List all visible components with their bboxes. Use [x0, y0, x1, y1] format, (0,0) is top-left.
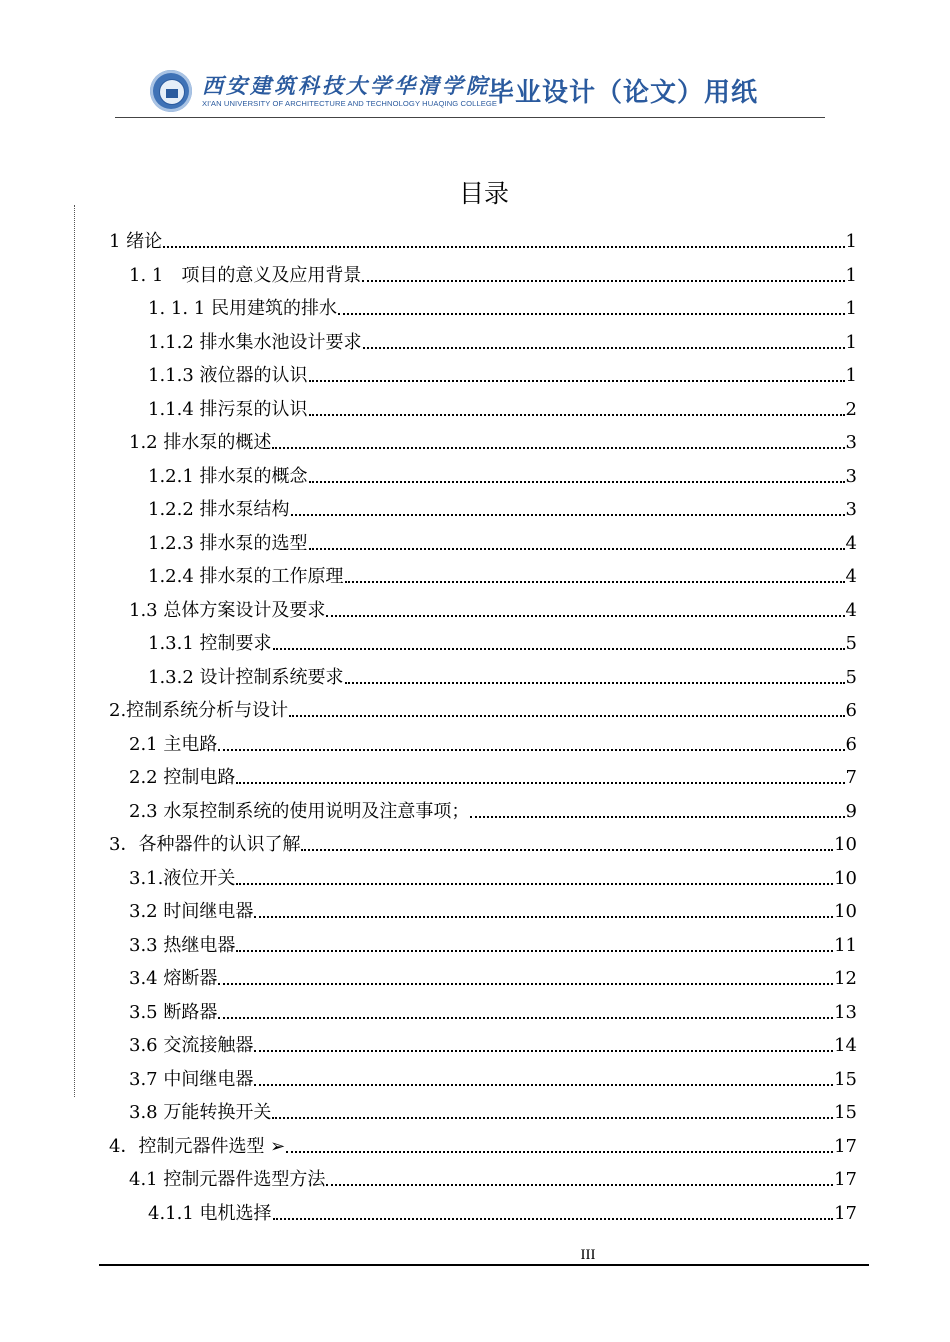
toc-dot-leader: [470, 815, 844, 818]
toc-entry-label: 1.2.4 排水泵的工作原理: [148, 566, 344, 587]
toc-entry[interactable]: [148, 391, 857, 421]
toc-entry[interactable]: [129, 424, 857, 454]
toc-entry-label: 1.3.2 设计控制系统要求: [148, 666, 344, 688]
toc-dot-leader: [326, 1183, 833, 1186]
toc-entry-label: 2.控制系统分析与设计: [109, 700, 289, 721]
toc-dot-leader: [286, 1150, 833, 1153]
toc-dot-leader: [345, 681, 845, 684]
toc-entry-page: 2: [845, 398, 857, 420]
toc-dot-leader: [291, 513, 845, 516]
binding-margin-line: [74, 205, 75, 1097]
toc-entry[interactable]: [148, 558, 857, 588]
toc-entry[interactable]: [129, 759, 857, 789]
toc-dot-leader: [345, 580, 845, 583]
toc-entry-label: 2.2 控制电路: [129, 767, 236, 788]
toc-entry-label: 3.2 时间继电器: [129, 901, 254, 922]
toc-entry[interactable]: [129, 860, 857, 890]
toc-entry-label: 4．控制元器件选型 ➢: [109, 1135, 286, 1157]
toc-entry[interactable]: [148, 491, 857, 521]
toc-entry-page: 1: [845, 331, 857, 353]
toc-entry-label: 4.1 控制元器件选型方法: [129, 1169, 326, 1190]
toc-dot-leader: [236, 949, 833, 952]
toc-entry-page: 1: [845, 365, 857, 386]
footer-divider: [99, 1264, 869, 1266]
toc-entry-page: 7: [845, 767, 857, 788]
toc-dot-leader: [273, 647, 845, 650]
toc-entry[interactable]: [109, 1128, 857, 1158]
toc-entry[interactable]: [148, 525, 857, 555]
toc-entry-page: 1: [845, 264, 857, 286]
toc-entry-page: 17: [834, 1169, 857, 1190]
toc-dot-leader: [309, 480, 845, 483]
toc-dot-leader: [326, 614, 844, 617]
toc-entry-page: 17: [834, 1135, 857, 1157]
toc-entry-page: 10: [834, 867, 857, 889]
toc-dot-leader: [301, 848, 833, 851]
toc-entry[interactable]: [129, 994, 857, 1024]
toc-entry-label: 2.1 主电路: [129, 733, 218, 755]
school-name-en: XI'AN UNIVERSITY OF ARCHITECTURE AND TECHNOLOGY HUAQING COLLEGE: [202, 99, 498, 108]
toc-entry-page: 15: [834, 1102, 857, 1123]
toc-entry-label: 3.6 交流接触器: [129, 1035, 254, 1056]
toc-entry[interactable]: [148, 290, 857, 320]
toc-entry-page: 3: [845, 499, 857, 520]
toc-entry-label: 1.2.3 排水泵的选型: [148, 532, 308, 554]
toc-entry[interactable]: [129, 960, 857, 990]
toc-dot-leader: [254, 915, 833, 918]
toc-entry[interactable]: [148, 458, 857, 488]
toc-entry-label: 3.4 熔断器: [129, 968, 218, 989]
toc-entry[interactable]: [129, 726, 857, 756]
toc-entry-page: 1: [845, 231, 857, 252]
toc-entry-label: 1. 1 项目的意义及应用背景: [129, 264, 362, 286]
toc-entry[interactable]: [129, 1061, 857, 1091]
toc-entry-label: 1 绪论: [109, 231, 163, 252]
toc-dot-leader: [309, 547, 845, 550]
toc-entry-page: 3: [845, 465, 857, 487]
toc-entry-label: 3.7 中间继电器: [129, 1068, 254, 1090]
toc-entry[interactable]: [129, 257, 857, 287]
toc-entry-label: 1.1.2 排水集水池设计要求: [148, 331, 362, 353]
toc-entry-label: 1.2 排水泵的概述: [129, 432, 272, 453]
toc-entry[interactable]: [129, 1027, 857, 1057]
toc-dot-leader: [254, 1083, 833, 1086]
toc-entry-page: 6: [845, 733, 857, 755]
toc-entry-label: 3．各种器件的认识了解: [109, 834, 301, 855]
toc-entry-page: 9: [845, 800, 857, 822]
toc-entry[interactable]: [129, 592, 857, 622]
toc-entry[interactable]: [129, 793, 857, 823]
toc-entry-label: 2.3 水泵控制系统的使用说明及注意事项；: [129, 800, 470, 822]
toc-entry-label: 3.1.液位开关: [129, 867, 236, 889]
toc-dot-leader: [338, 312, 845, 315]
toc-entry[interactable]: [148, 1195, 857, 1225]
toc-entry-page: 17: [834, 1202, 857, 1224]
toc-dot-leader: [236, 781, 844, 784]
toc-dot-leader: [163, 245, 844, 248]
toc-dot-leader: [272, 446, 844, 449]
toc-dot-leader: [218, 982, 833, 985]
toc-entry-label: 3.8 万能转换开关: [129, 1102, 272, 1123]
toc-entry-label: 1.2.2 排水泵结构: [148, 499, 290, 520]
toc-entry[interactable]: [109, 826, 857, 856]
toc-entry-label: 1. 1. 1 民用建筑的排水: [148, 298, 337, 319]
toc-dot-leader: [362, 279, 844, 282]
toc-entry-page: 12: [834, 968, 857, 989]
toc-entry-page: 13: [834, 1001, 857, 1023]
page-header: [150, 68, 800, 114]
toc-entry-page: 1: [845, 298, 857, 319]
toc-entry-page: 3: [845, 432, 857, 453]
toc-entry-page: 10: [834, 901, 857, 922]
toc-entry-label: 3.5 断路器: [129, 1001, 218, 1023]
toc-entry-page: 5: [845, 666, 857, 688]
toc-entry-page: 6: [845, 700, 857, 721]
toc-entry[interactable]: [109, 223, 857, 253]
toc-entry-page: 11: [834, 934, 857, 956]
toc-entry-label: 1.1.4 排污泵的认识: [148, 398, 308, 420]
toc-entry-page: 14: [834, 1035, 857, 1056]
toc-entry[interactable]: [148, 625, 857, 655]
toc-entry-page: 4: [845, 566, 857, 587]
toc-entry-label: 1.3 总体方案设计及要求: [129, 599, 326, 621]
toc-entry-label: 4.1.1 电机选择: [148, 1202, 272, 1224]
toc-entry-label: 3.3 热继电器: [129, 934, 236, 956]
toc-dot-leader: [236, 882, 833, 885]
toc-title: 目录: [458, 179, 509, 208]
toc-dot-leader: [273, 1217, 834, 1220]
toc-entry-label: 1.3.1 控制要求: [148, 633, 272, 654]
paper-title: 毕业设计（论文）用纸: [488, 78, 759, 108]
toc-entry[interactable]: [109, 692, 857, 722]
toc-entry[interactable]: [129, 1161, 857, 1191]
toc-entry[interactable]: [148, 659, 857, 689]
toc-dot-leader: [363, 346, 845, 349]
toc-entry-page: 15: [834, 1068, 857, 1090]
toc-entry[interactable]: [148, 324, 857, 354]
toc-entry[interactable]: [148, 357, 857, 387]
footer-page-number: III: [580, 1247, 596, 1263]
header-divider: [115, 117, 825, 118]
toc-entry-page: 4: [845, 532, 857, 554]
university-seal-icon: [150, 70, 192, 112]
toc-dot-leader: [272, 1116, 833, 1119]
toc-entry[interactable]: [129, 893, 857, 923]
toc-entry-label: 1.1.3 液位器的认识: [148, 365, 308, 386]
toc-entry-page: 5: [845, 633, 857, 654]
toc-entry[interactable]: [129, 927, 857, 957]
school-name-cn: 西安建筑科技大学华清学院: [202, 73, 490, 98]
toc-entry-page: 4: [845, 599, 857, 621]
toc-dot-leader: [254, 1049, 833, 1052]
toc-dot-leader: [309, 413, 845, 416]
toc-dot-leader: [218, 748, 844, 751]
toc-dot-leader: [218, 1016, 833, 1019]
toc-entry[interactable]: [129, 1094, 857, 1124]
toc-dot-leader: [309, 379, 845, 382]
toc-dot-leader: [289, 714, 844, 717]
toc-entry-label: 1.2.1 排水泵的概念: [148, 465, 308, 487]
toc-entry-page: 10: [834, 834, 857, 855]
